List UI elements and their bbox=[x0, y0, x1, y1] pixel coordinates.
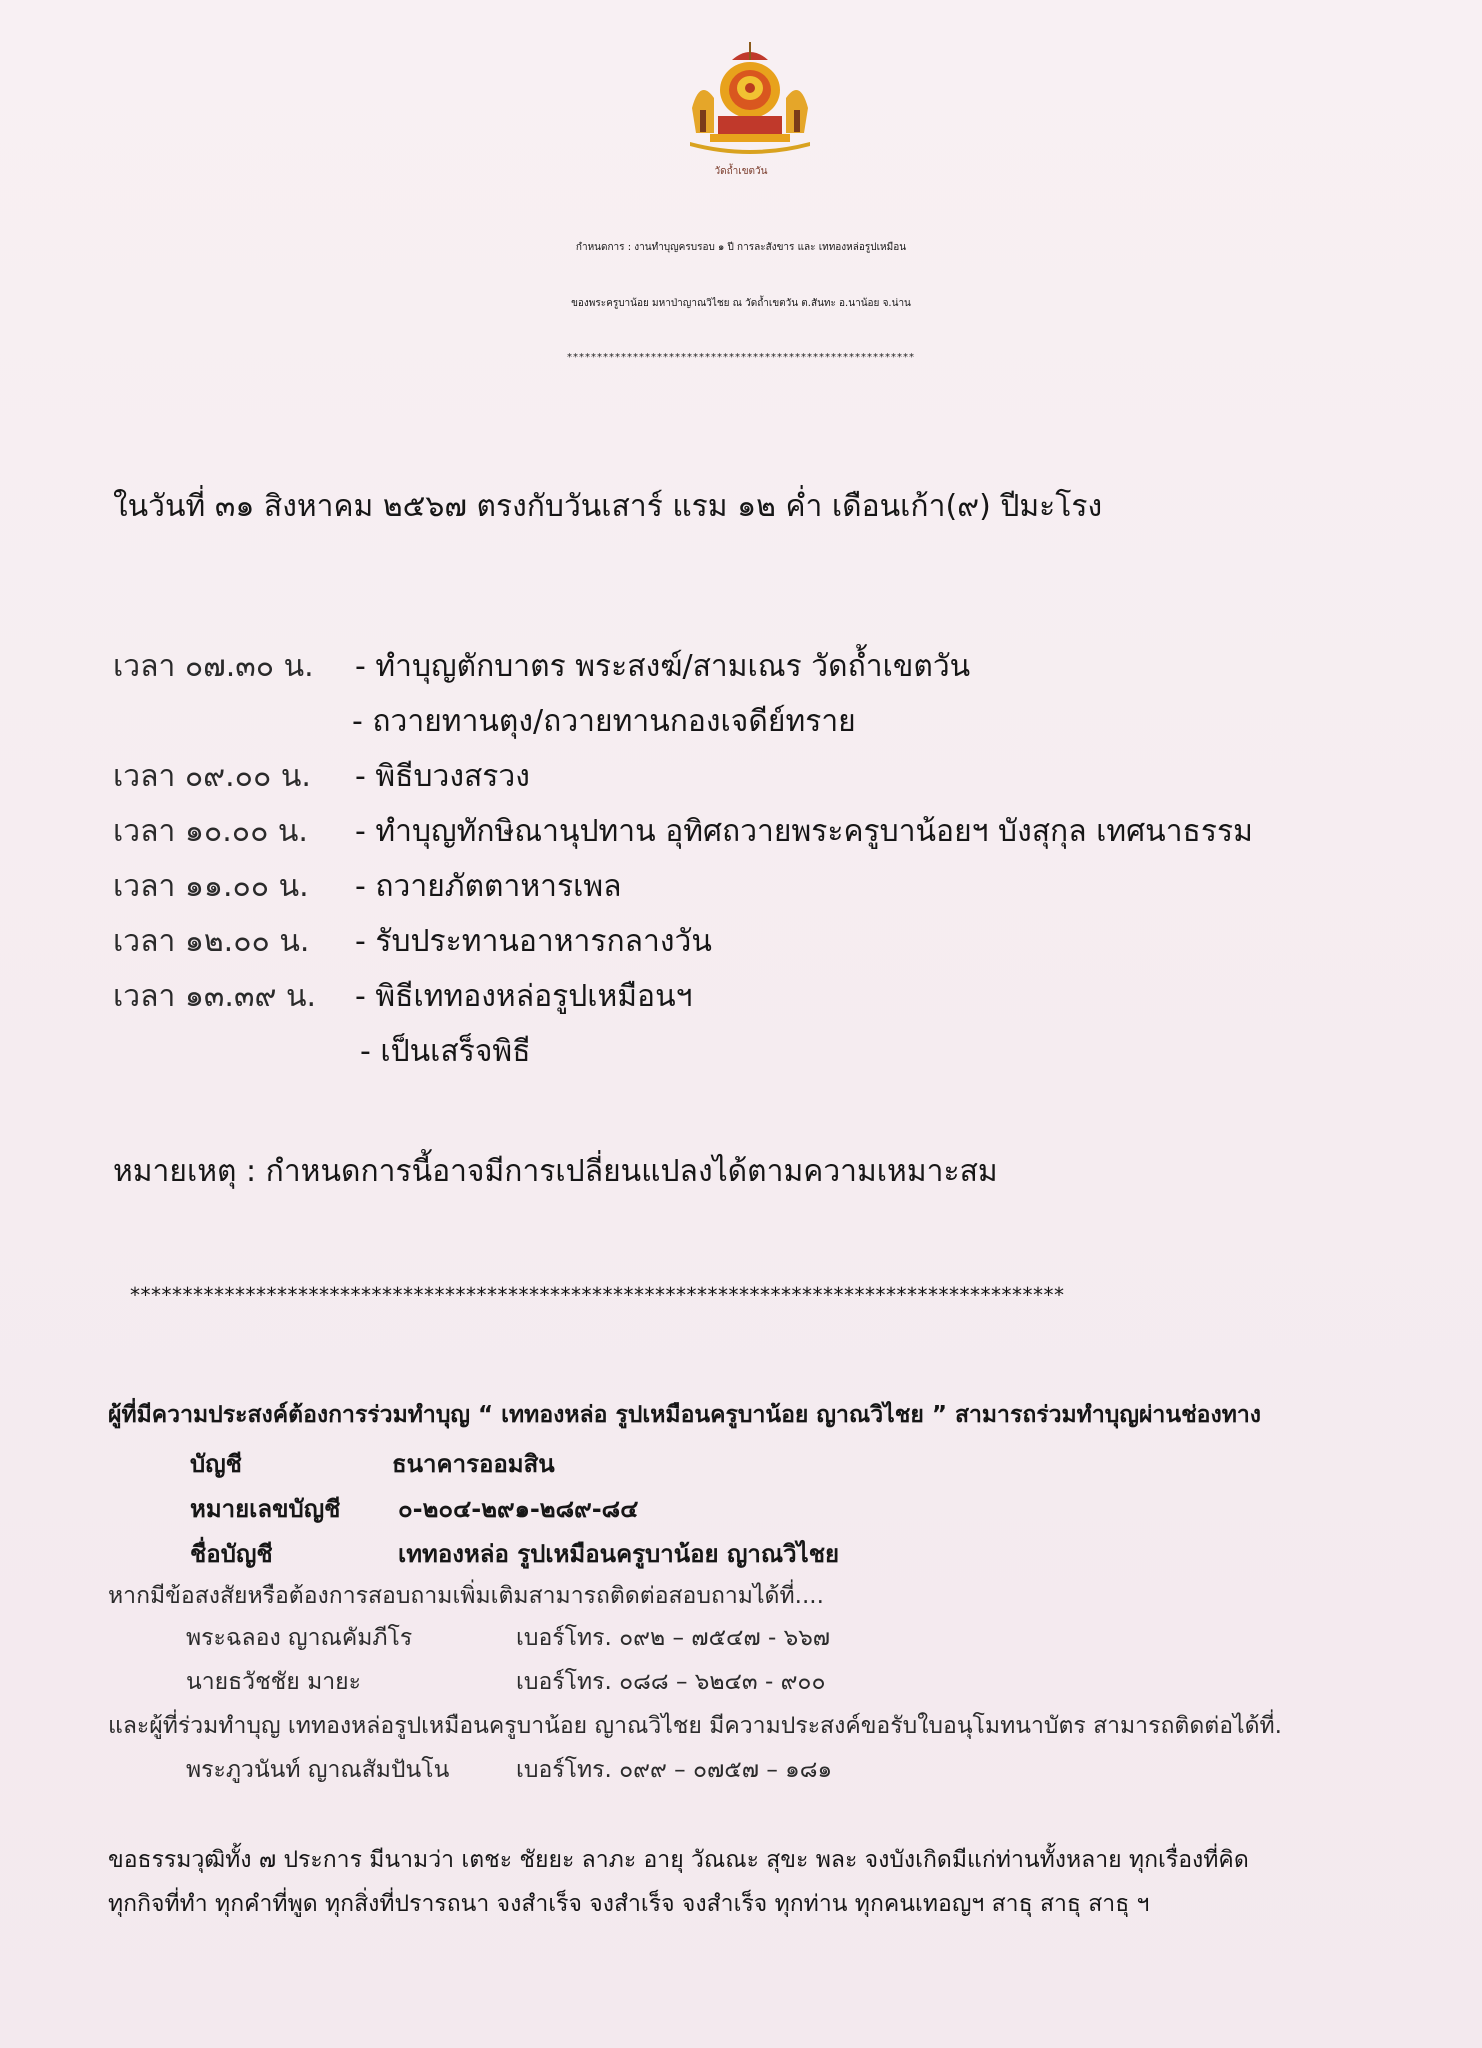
schedule-time: เวลา ๐๗.๓๐ น. bbox=[113, 649, 314, 684]
section-divider: ***************************************************************************************** bbox=[130, 1283, 1065, 1307]
contact-phone: เบอร์โทร. ๐๙๒ – ๗๕๔๗ - ๖๖๗ bbox=[516, 1625, 831, 1651]
bank-label: บัญชี bbox=[190, 1450, 242, 1478]
schedule-activity: - รับประทานอาหารกลางวัน bbox=[355, 924, 712, 959]
schedule-activity: - พิธีบวงสรวง bbox=[355, 759, 530, 794]
program-title-line2: ของพระครูบาน้อย มหาป่าญาณวิไชย ณ วัดถ้ำเขตวัน ต.สันทะ อ.นาน้อย จ.น่าน bbox=[571, 298, 911, 309]
receipt-contact-phone: เบอร์โทร. ๐๙๙ – ๐๗๕๗ – ๑๘๑ bbox=[516, 1757, 833, 1783]
temple-emblem-logo bbox=[670, 38, 830, 158]
account-number-label: หมายเลขบัญชี bbox=[190, 1495, 341, 1523]
schedule-activity: - เป็นเสร็จพิธี bbox=[360, 1034, 531, 1069]
program-title-line1: กำหนดการ : งานทำบุญครบรอบ ๑ ปี การละสังขาร และ เททองหล่อรูปเหมือน bbox=[575, 242, 907, 253]
schedule-time: เวลา ๐๙.๐๐ น. bbox=[113, 759, 311, 794]
schedule-activity: - ถวายภัตตาหารเพล bbox=[355, 869, 622, 904]
contact-name: นายธวัชชัย มายะ bbox=[186, 1669, 361, 1695]
schedule-activity: - ทำบุญตักบาตร พระสงฆ์/สามเณร วัดถ้ำเขตวัน bbox=[355, 649, 971, 684]
schedule-activity: - ถวายทานตุง/ถวายทานกองเจดีย์ทราย bbox=[352, 704, 856, 739]
event-date-line: ในวันที่ ๓๑ สิงหาคม ๒๕๖๗ ตรงกับวันเสาร์ แรม ๑๒ ค่ำ เดือนเก้า(๙) ปีมะโรง bbox=[113, 489, 1103, 524]
receipt-intro: และผู้ที่ร่วมทำบุญ เททองหล่อรูปเหมือนครูบาน้อย ญาณวิไชย มีความประสงค์ขอรับใบอนุโมทนาบัตร สามารถติดต่อได้ที่. bbox=[108, 1713, 1282, 1739]
temple-name-label: วัดถ้ำเขตวัน bbox=[714, 166, 768, 177]
schedule-time: เวลา ๑๑.๐๐ น. bbox=[113, 869, 309, 904]
blessing-line1: ขอธรรมวุฒิทั้ง ๗ ประการ มีนามว่า เตชะ ชัยยะ ลาภะ อายุ วัณณะ สุขะ พละ จงบังเกิดมีแก่ท่านทั้งหลาย ทุกเรื่องที่คิด bbox=[108, 1847, 1249, 1873]
bank-name: ธนาคารออมสิน bbox=[392, 1450, 555, 1478]
account-number: ๐-๒๐๔-๒๙๑-๒๘๙-๘๔ bbox=[398, 1495, 639, 1523]
contact-intro: หากมีข้อสงสัยหรือต้องการสอบถามเพิ่มเติมสามารถติดต่อสอบถามได้ที่.... bbox=[108, 1583, 824, 1609]
account-name: เททองหล่อ รูปเหมือนครูบาน้อย ญาณวิไชย bbox=[398, 1540, 840, 1568]
account-name-label: ชื่อบัญชี bbox=[190, 1540, 273, 1568]
schedule-activity: - ทำบุญทักษิณานุปทาน อุทิศถวายพระครูบาน้อยฯ บังสุกุล เทศนาธรรม bbox=[355, 814, 1253, 849]
remark-note: หมายเหตุ : กำหนดการนี้อาจมีการเปลี่ยนแปลงได้ตามความเหมาะสม bbox=[113, 1154, 998, 1189]
contact-phone: เบอร์โทร. ๐๘๘ – ๖๒๔๓ - ๙๐๐ bbox=[516, 1669, 826, 1695]
header-divider: ********************************************************** bbox=[567, 352, 915, 363]
contact-name: พระฉลอง ญาณคัมภีโร bbox=[186, 1625, 413, 1651]
schedule-time: เวลา ๑๒.๐๐ น. bbox=[113, 924, 310, 959]
donation-intro: ผู้ที่มีความประสงค์ต้องการร่วมทำบุญ “ เททองหล่อ รูปเหมือนครูบาน้อย ญาณวิไชย ” สามารถร่วมทำบุญผ่านช่องทาง bbox=[108, 1402, 1262, 1428]
schedule-time: เวลา ๑๐.๐๐ น. bbox=[113, 814, 308, 849]
receipt-contact-name: พระภูวนันท์ ญาณสัมปันโน bbox=[186, 1757, 450, 1783]
schedule-activity: - พิธีเททองหล่อรูปเหมือนฯ bbox=[355, 979, 693, 1014]
schedule-time: เวลา ๑๓.๓๙ น. bbox=[113, 979, 317, 1014]
blessing-line2: ทุกกิจที่ทำ ทุกคำที่พูด ทุกสิ่งที่ปรารถนา จงสำเร็จ จงสำเร็จ จงสำเร็จ ทุกท่าน ทุกคนเทอญฯ สาธุ สาธุ สาธุ ฯ bbox=[108, 1891, 1150, 1917]
